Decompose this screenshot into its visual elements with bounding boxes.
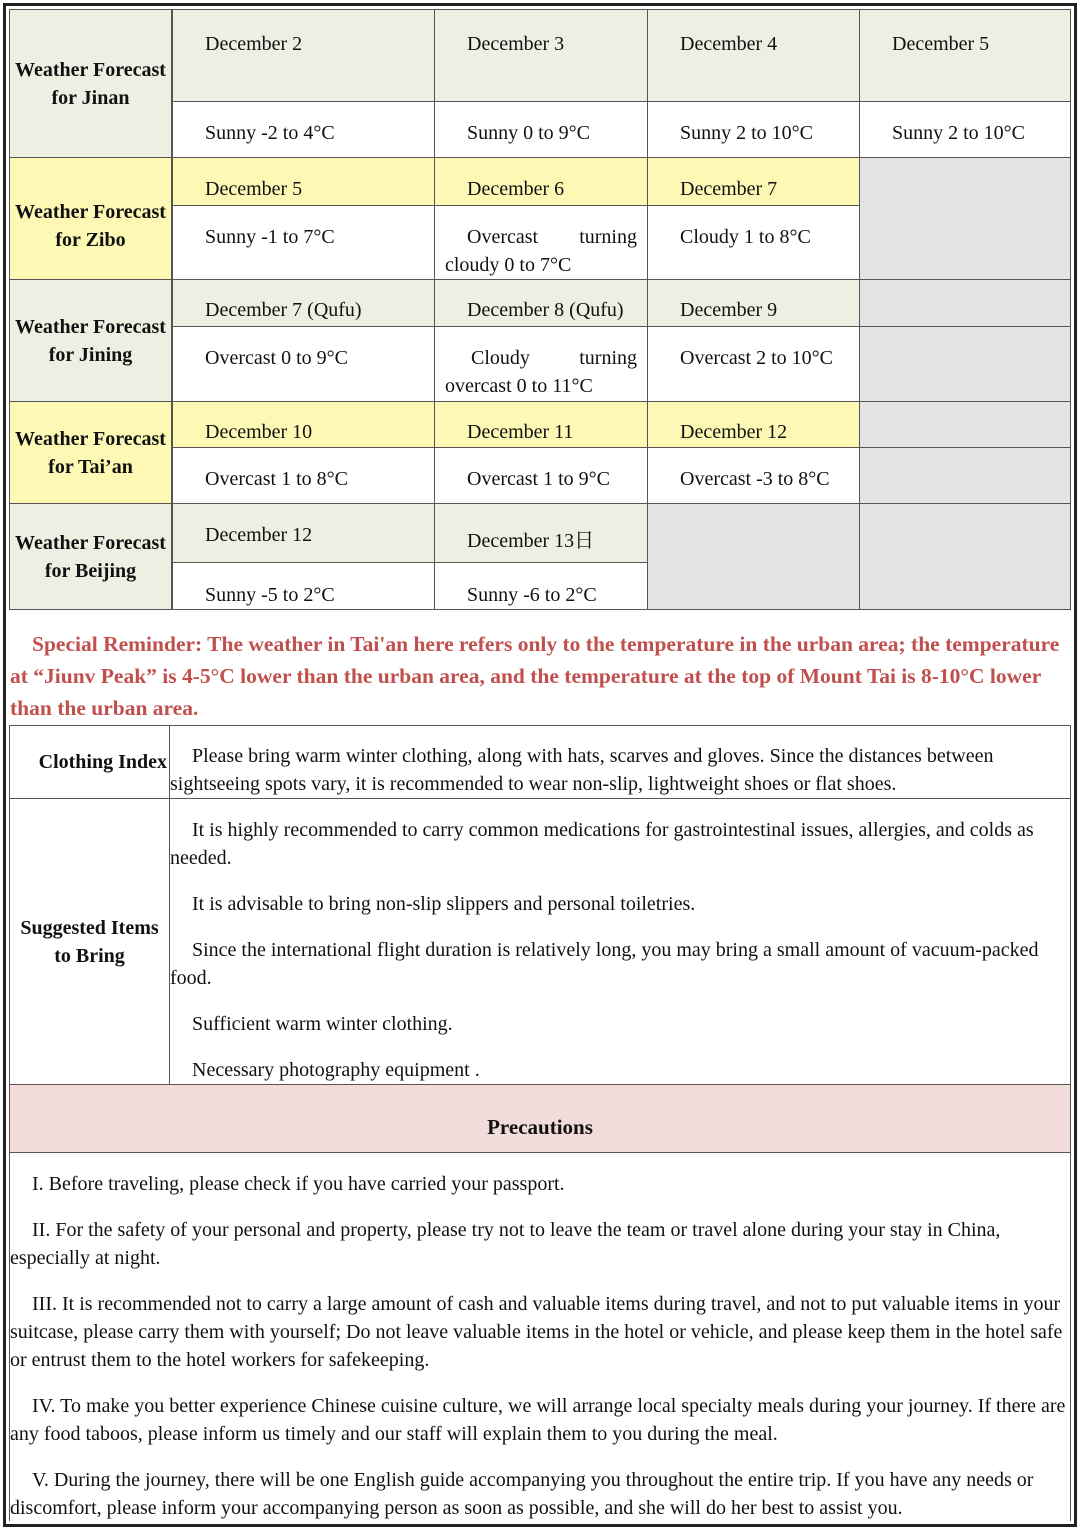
forecast-cell [434,326,648,402]
suggested-items-label: Suggested Items to Bring [9,798,170,1085]
forecast-cell: Sunny 0 to 9°C [434,101,648,158]
precaution-paragraph: II. For the safety of your personal and property, please try not to leave the team or travel alone during your stay in China, especially at night. [10,1219,1001,1269]
date-cell: December 7 (Qufu) [172,279,435,327]
forecast-cell: Sunny 2 to 10°C [647,101,860,158]
forecast-cell: Sunny 2 to 10°C [859,101,1071,158]
empty-cell [859,503,1071,610]
empty-cell [859,401,1071,448]
city-label-jining: Weather Forecast for Jining [9,279,172,402]
city-label-zibo: Weather Forecast for Zibo [9,157,172,280]
forecast-line: cloudy 0 to 7°C [445,254,572,276]
suggested-items-list [169,798,1071,1085]
clothing-index-label: Clothing Index [9,725,170,799]
date-cell: December 5 [859,9,1071,102]
forecast-cell [434,205,648,280]
empty-cell [859,279,1071,327]
forecast-cell: Overcast 1 to 8°C [172,447,435,504]
forecast-cell: Sunny -1 to 7°C [172,205,435,280]
date-cell: December 12 [172,503,435,563]
date-cell: December 10 [172,401,435,448]
date-cell: December 3 [434,9,648,102]
item-paragraph: It is advisable to bring non-slip slippers and personal toiletries. [192,893,696,915]
empty-cell [859,157,1071,280]
forecast-line: overcast 0 to 11°C [445,375,593,397]
item-paragraph: Since the international flight duration is relatively long, you may bring a small amount of vacuum-packed food. [170,939,1039,989]
date-cell: December 6 [434,157,648,206]
date-cell: December 7 [647,157,860,206]
forecast-cell: Cloudy 1 to 8°C [647,205,860,280]
date-cell: December 8 (Qufu) [434,279,648,327]
special-reminder: Special Reminder: The weather in Tai'an here refers only to the temperature in the urban area; the temperature at “Jiunv Peak” is 4-5°C lower than the urban area, and the temperature at the top of Mount Tai is 8-10°C lower than the urban area. [10,632,1060,720]
date-cell: December 5 [172,157,435,206]
date-cell: December 4 [647,9,860,102]
forecast-cell: Overcast 0 to 9°C [172,326,435,402]
clothing-index-text [169,725,1071,799]
empty-cell [859,326,1071,402]
city-label-taian: Weather Forecast for Tai’an [9,401,172,504]
forecast-cell: Sunny -2 to 4°C [172,101,435,158]
item-paragraph: Sufficient warm winter clothing. [192,1013,453,1035]
date-cell: December 12 [647,401,860,448]
date-cell: December 9 [647,279,860,327]
empty-cell [859,447,1071,504]
forecast-cell: Overcast 2 to 10°C [647,326,860,402]
precautions-title: Precautions [9,1084,1071,1153]
forecast-cell: Overcast -3 to 8°C [647,447,860,504]
date-cell: December 2 [172,9,435,102]
empty-cell [647,503,860,610]
precaution-paragraph: IV. To make you better experience Chinese cuisine culture, we will arrange local specialty meals during your journey. If there are any food taboos, please inform us timely and our staff will explain them to you during the meal. [10,1395,1066,1445]
precaution-paragraph: III. It is recommended not to carry a large amount of cash and valuable items during travel, and not to put valuable items in your suitcase, please carry them with yourself; Do not leave valuable items in the hotel or vehicle, and please keep them in the hotel safe or entrust them to the hotel workers for safekeeping. [10,1293,1063,1371]
forecast-line: Cloudy turning [471,347,637,369]
forecast-cell: Sunny -6 to 2°C [434,562,648,610]
date-cell: December 11 [434,401,648,448]
clothing-paragraph: Please bring warm winter clothing, along with hats, scarves and gloves. Since the distances between sightseeing spots vary, it is recommended to wear non-slip, lightweight shoes or flat shoes. [170,745,994,795]
date-cell: December 13日 [434,503,648,563]
item-paragraph: Necessary photography equipment . [192,1059,480,1081]
precaution-paragraph: I. Before traveling, please check if you have carried your passport. [32,1173,565,1195]
forecast-cell: Sunny -5 to 2°C [172,562,435,610]
precaution-paragraph: V. During the journey, there will be one English guide accompanying you throughout the entire trip. If you have any needs or discomfort, please inform your accompanying person as soon as possible, and she will do her best to assist you. [10,1469,1034,1519]
forecast-cell: Overcast 1 to 9°C [434,447,648,504]
city-label-beijing: Weather Forecast for Beijing [9,503,172,610]
precautions-list [9,1152,1071,1521]
item-paragraph: It is highly recommended to carry common medications for gastrointestinal issues, allergies, and colds as needed. [170,819,1034,869]
forecast-line: Overcast turning [467,226,637,248]
city-label-jinan: Weather Forecast for Jinan [9,9,172,158]
